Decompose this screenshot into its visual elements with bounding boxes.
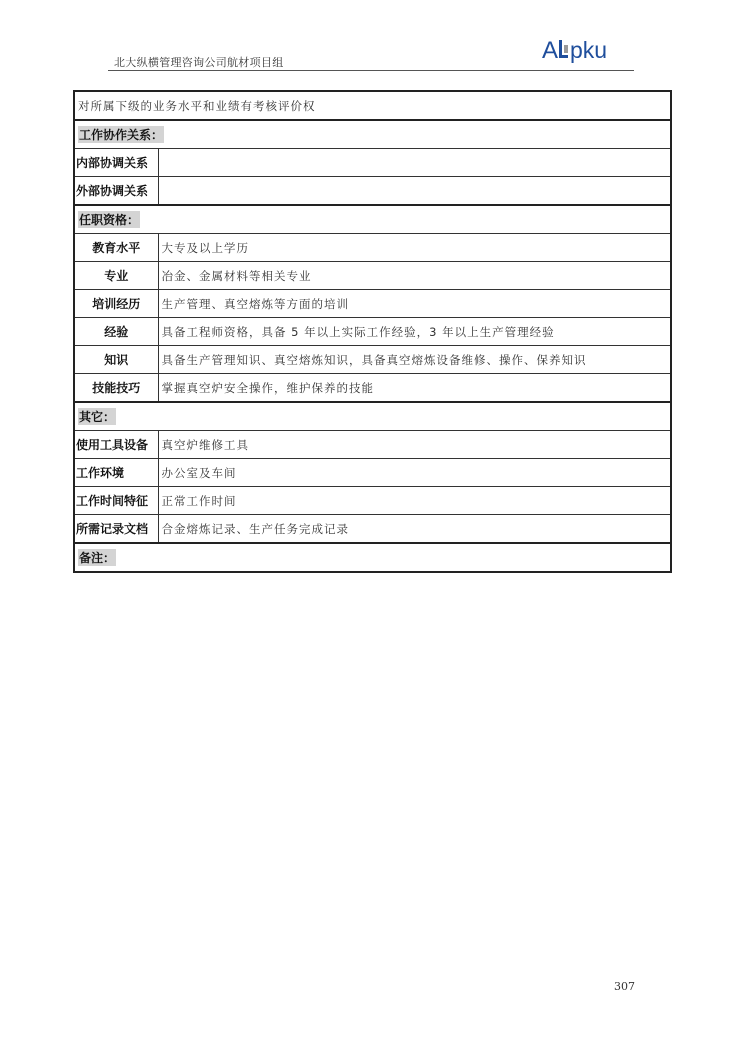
row-value: 大专及以上学历 — [158, 234, 671, 262]
row-label: 使用工具设备 — [74, 431, 158, 459]
table-row — [74, 487, 671, 515]
table-row — [74, 459, 671, 487]
row-label: 内部协调关系 — [74, 149, 158, 177]
table-row — [74, 431, 671, 459]
row-label: 知识 — [74, 346, 158, 374]
table-row — [74, 515, 671, 544]
section-row-other — [74, 402, 671, 431]
section-title-qualifications: 任职资格： — [79, 213, 140, 227]
row-label: 外部协调关系 — [74, 177, 158, 206]
row-label: 所需记录文档 — [74, 515, 158, 544]
section-row-cooperation — [74, 120, 671, 149]
row-value: 具备工程师资格，具备 5 年以上实际工作经验，3 年以上生产管理经验 — [158, 318, 671, 346]
row-value: 办公室及车间 — [158, 459, 671, 487]
row-value — [158, 149, 671, 177]
table-row — [74, 91, 671, 120]
row-value: 真空炉维修工具 — [158, 431, 671, 459]
row-label: 经验 — [74, 318, 158, 346]
job-description-table — [73, 90, 672, 573]
section-row-remarks — [74, 543, 671, 572]
row-label: 专业 — [74, 262, 158, 290]
section-title-other: 其它： — [79, 410, 116, 424]
row-label: 教育水平 — [74, 234, 158, 262]
logo-letters-pku: pku — [570, 37, 608, 63]
alpku-logo — [540, 34, 636, 68]
row-label: 技能技巧 — [74, 374, 158, 403]
table-row — [74, 262, 671, 290]
table-row — [74, 290, 671, 318]
row-label: 培训经历 — [74, 290, 158, 318]
authority-text: 对所属下级的业务水平和业绩有考核评价权 — [74, 91, 671, 120]
section-title-cooperation: 工作协作关系： — [79, 128, 164, 142]
table-row — [74, 346, 671, 374]
table-row — [74, 318, 671, 346]
row-value: 冶金、金属材料等相关专业 — [158, 262, 671, 290]
row-value: 生产管理、真空熔炼等方面的培训 — [158, 290, 671, 318]
table-row — [74, 374, 671, 403]
header-divider — [108, 70, 634, 71]
row-value: 掌握真空炉安全操作，维护保养的技能 — [158, 374, 671, 403]
section-title-remarks: 备注： — [79, 551, 116, 565]
table-row — [74, 149, 671, 177]
logo-gray-block — [564, 45, 568, 53]
row-label: 工作时间特征 — [74, 487, 158, 515]
section-row-qualifications — [74, 205, 671, 234]
table-row — [74, 177, 671, 206]
row-value: 正常工作时间 — [158, 487, 671, 515]
row-label: 工作环境 — [74, 459, 158, 487]
row-value: 合金熔炼记录、生产任务完成记录 — [158, 515, 671, 544]
row-value — [158, 177, 671, 206]
row-value: 具备生产管理知识、真空熔炼知识，具备真空熔炼设备维修、操作、保养知识 — [158, 346, 671, 374]
logo-letter-l-foot — [559, 55, 568, 58]
logo-letter-a: A — [542, 37, 559, 64]
table-row — [74, 234, 671, 262]
page-number: 307 — [614, 980, 635, 993]
header-org-name: 北大纵横管理咨询公司航材项目组 — [114, 56, 284, 69]
